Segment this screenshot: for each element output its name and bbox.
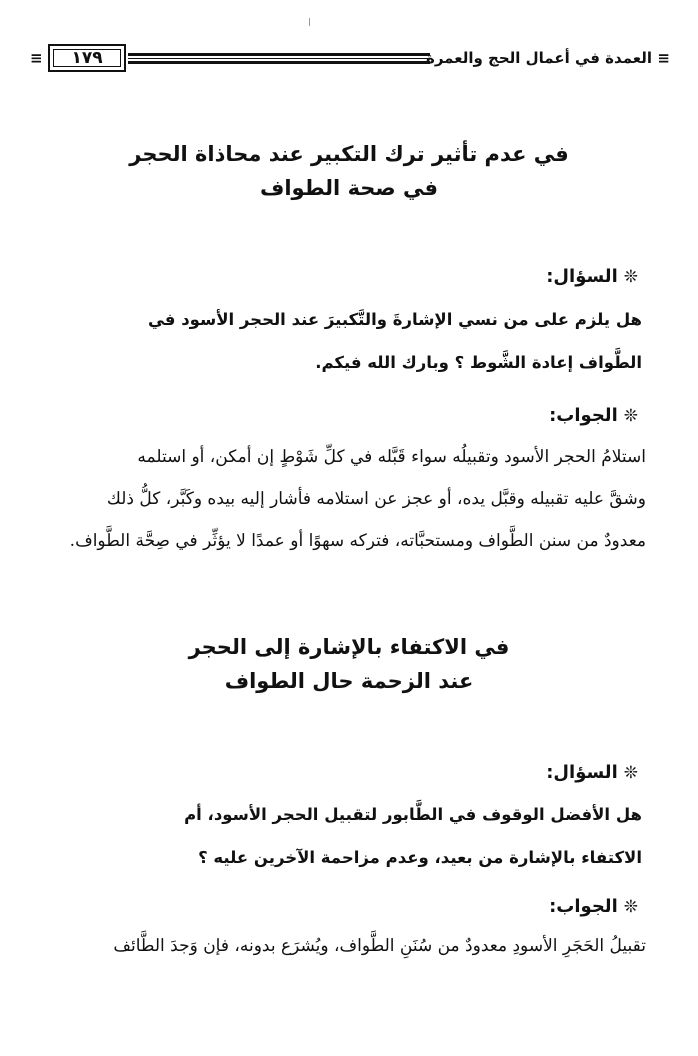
section-2-heading-line-1: في الاكتفاء بالإشارة إلى الحجر — [188, 635, 510, 659]
section-1-answer-line-3: معدودٌ من سنن الطَّواف ومستحبَّاته، فتركه سهوًا أو عمدًا لا يؤثِّر في صِحَّة الطَّواف. — [69, 531, 646, 551]
header-ornament-left: ≡ — [30, 49, 43, 67]
section-1-question-line-2: الطَّواف إعادة الشَّوط ؟ وبارك الله فيكم. — [315, 353, 642, 372]
section-2-answer-line-1: تقبيلُ الحَجَرِ الأسودِ معدودٌ من سُنَنِ الطَّواف، ويُشرَع بدونه، فإن وَجدَ الطَّائف — [113, 936, 646, 956]
section-1-question-label: ❊السؤال: — [546, 266, 638, 287]
section-1-heading-line-1: في عدم تأثير ترك التكبير عند محاذاة الحجر — [129, 142, 569, 166]
section-2-question-line-2: الاكتفاء بالإشارة من بعيد، وعدم مزاحمة الآخرين عليه ؟ — [198, 848, 642, 867]
section-1-question — [52, 298, 642, 384]
running-header — [30, 44, 670, 74]
section-1-answer — [52, 436, 646, 562]
header-ornament-right: ≡ — [657, 49, 670, 67]
section-2-answer — [52, 925, 646, 967]
section-2-question-line-1: هل الأفضل الوقوف في الطَّابور لتقبيل الحجر الأسود، أم — [184, 805, 642, 824]
asterisk-ornament-icon: ❊ — [623, 406, 638, 426]
header-rule — [128, 53, 430, 64]
header-book-title: العمدة في أعمال الحج والعمرة — [426, 49, 652, 67]
scan-mark — [309, 18, 310, 26]
asterisk-ornament-icon: ❊ — [623, 763, 638, 783]
section-2-question-label: ❊السؤال: — [546, 762, 638, 783]
asterisk-ornament-icon: ❊ — [623, 267, 638, 287]
section-1-answer-line-1: استلامُ الحجر الأسود وتقبيلُه سواء قَبَّله في كلِّ شَوْطٍ إن أمكن، أو استلمه — [137, 447, 646, 467]
section-1-answer-label: ❊الجواب: — [549, 405, 638, 426]
section-2-question — [52, 793, 642, 879]
section-1-heading — [0, 137, 698, 205]
section-2-heading-line-2: عند الزحمة حال الطواف — [224, 669, 474, 693]
page-number-box — [48, 44, 126, 72]
section-2-heading — [0, 630, 698, 698]
section-2-answer-label: ❊الجواب: — [549, 896, 638, 917]
section-1-heading-line-2: في صحة الطواف — [259, 176, 439, 200]
asterisk-ornament-icon: ❊ — [623, 897, 638, 917]
section-1-answer-line-2: وشقَّ عليه تقبيله وقبَّل يده، أو عجز عن استلامه فأشار إليه بيده وكَبَّر، كلُّ ذلك — [106, 489, 646, 509]
page-number: ١٧٩ — [71, 48, 103, 68]
section-1-question-line-1: هل يلزم على من نسي الإشارةَ والتَّكبيرَ عند الحجر الأسود في — [147, 310, 642, 329]
